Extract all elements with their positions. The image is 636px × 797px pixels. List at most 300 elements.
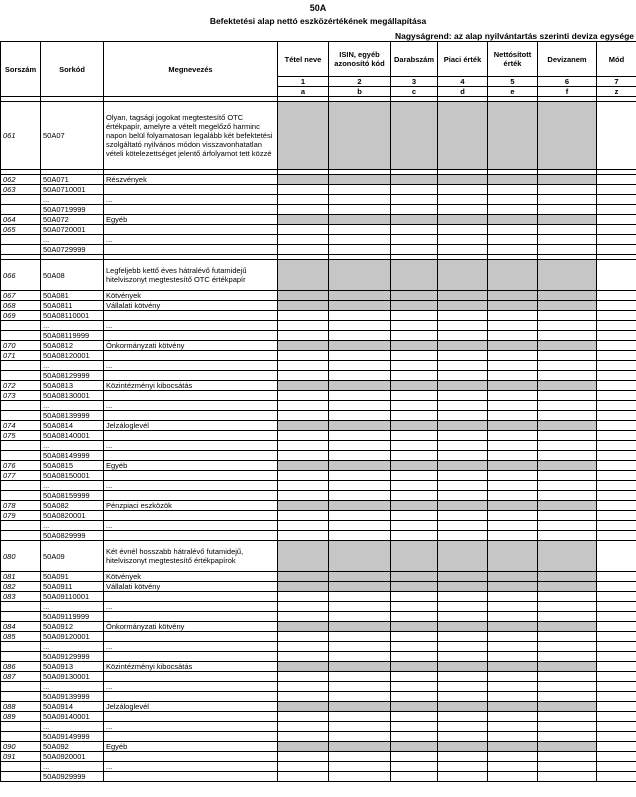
data-cell [278,205,329,215]
data-cell [538,541,597,572]
data-cell [488,341,538,351]
data-cell [538,662,597,672]
table-row [1,712,636,722]
data-cell [278,195,329,205]
data-cell [391,411,438,421]
row-megnevezes: Kötvények [104,291,278,301]
data-cell [329,471,391,481]
row-sorkod: 50A0913 [41,662,104,672]
header-col-4: Piaci érték [438,42,488,77]
row-sorszam: 089 [1,712,41,722]
data-cell [278,421,329,431]
data-cell [597,632,636,642]
row-sorszam [1,321,41,331]
data-cell [329,481,391,491]
row-sorszam [1,331,41,341]
data-cell [488,421,538,431]
data-cell [438,752,488,762]
data-cell [278,541,329,572]
row-sorszam: 074 [1,421,41,431]
data-cell [278,461,329,471]
data-cell [391,582,438,592]
data-cell [438,622,488,632]
table-row [1,531,636,541]
row-sorszam: 072 [1,381,41,391]
data-cell [597,225,636,235]
data-cell [488,301,538,311]
data-cell [278,612,329,622]
data-cell [278,582,329,592]
data-cell [538,225,597,235]
table-row [1,702,636,712]
row-sorszam [1,401,41,411]
data-cell [538,421,597,431]
data-cell [278,451,329,461]
data-cell [391,351,438,361]
data-cell [488,501,538,511]
data-cell [488,215,538,225]
data-cell [538,431,597,441]
row-megnevezes [104,431,278,441]
data-cell [597,301,636,311]
data-cell [538,381,597,391]
col-number: 4 [438,77,488,87]
data-cell [278,471,329,481]
data-cell [278,672,329,682]
data-cell [438,205,488,215]
data-cell [391,541,438,572]
row-sorkod: 50A091 [41,572,104,582]
data-cell [329,260,391,291]
data-cell [438,185,488,195]
data-cell [438,692,488,702]
data-cell [391,692,438,702]
data-cell [597,772,636,782]
data-cell [329,225,391,235]
row-sorkod: ... [41,521,104,531]
table-row [1,762,636,772]
row-megnevezes: ... [104,642,278,652]
data-cell [278,592,329,602]
row-sorkod: 50A081 [41,291,104,301]
data-cell [538,321,597,331]
data-cell [329,521,391,531]
data-cell [438,331,488,341]
data-cell [597,682,636,692]
data-cell [438,341,488,351]
data-cell [538,531,597,541]
row-megnevezes: ... [104,722,278,732]
data-cell [278,732,329,742]
data-cell [438,772,488,782]
table-row [1,451,636,461]
data-cell [597,245,636,255]
data-cell [438,421,488,431]
row-megnevezes [104,632,278,642]
row-sorkod: 50A0729999 [41,245,104,255]
table-row [1,541,636,572]
data-cell [278,381,329,391]
data-cell [488,391,538,401]
row-megnevezes [104,612,278,622]
row-sorszam: 063 [1,185,41,195]
data-cell [438,291,488,301]
data-cell [278,391,329,401]
row-sorszam: 064 [1,215,41,225]
data-cell [329,451,391,461]
data-cell [329,682,391,692]
row-sorszam [1,245,41,255]
data-cell [329,772,391,782]
data-cell [538,511,597,521]
data-cell [538,175,597,185]
data-cell [438,572,488,582]
row-megnevezes: Vállalati kötvény [104,582,278,592]
data-cell [391,225,438,235]
data-cell [391,602,438,612]
data-cell [488,772,538,782]
data-cell [597,592,636,602]
data-cell [488,481,538,491]
data-cell [329,361,391,371]
row-sorszam [1,762,41,772]
data-cell [538,391,597,401]
table-row [1,511,636,521]
row-sorkod: ... [41,682,104,692]
row-sorszam: 079 [1,511,41,521]
data-cell [438,732,488,742]
row-megnevezes [104,451,278,461]
row-megnevezes: Két évnél hosszabb hátralévő futamidejű, hitelviszonyt megtestesítő értékpapírok [104,541,278,572]
row-sorkod: ... [41,481,104,491]
row-sorszam: 071 [1,351,41,361]
data-cell [488,235,538,245]
data-cell [538,501,597,511]
data-cell [538,491,597,501]
data-cell [438,245,488,255]
data-cell [278,245,329,255]
data-cell [438,592,488,602]
data-cell [391,592,438,602]
row-megnevezes: ... [104,235,278,245]
data-cell [538,521,597,531]
row-sorszam [1,361,41,371]
data-cell [597,235,636,245]
data-cell [597,401,636,411]
data-cell [488,642,538,652]
table-row [1,361,636,371]
data-cell [597,702,636,712]
data-cell [278,351,329,361]
data-cell [438,311,488,321]
row-sorkod: 50A09149999 [41,732,104,742]
row-sorkod: 50A0815 [41,461,104,471]
data-cell [278,185,329,195]
data-cell [597,451,636,461]
row-sorkod: 50A09120001 [41,632,104,642]
table-row [1,501,636,511]
unit-note: Nagyságrend: az alap nyilvántartás szerinti deviza egysége [394,31,634,41]
table-row [1,195,636,205]
data-cell [438,511,488,521]
row-sorszam [1,451,41,461]
data-cell [438,321,488,331]
row-sorkod: 50A092 [41,742,104,752]
data-cell [538,702,597,712]
data-cell [438,672,488,682]
data-cell [597,672,636,682]
data-cell [329,245,391,255]
data-cell [538,461,597,471]
data-cell [278,702,329,712]
data-cell [438,702,488,712]
row-sorszam: 085 [1,632,41,642]
row-megnevezes [104,391,278,401]
data-cell [438,102,488,170]
data-cell [391,471,438,481]
data-cell [597,441,636,451]
data-cell [329,662,391,672]
data-cell [597,612,636,622]
row-megnevezes: Pénzpiaci eszközök [104,501,278,511]
data-cell [597,351,636,361]
row-sorszam: 069 [1,311,41,321]
row-sorkod: ... [41,321,104,331]
data-cell [538,311,597,321]
table-row [1,662,636,672]
row-sorkod: 50A08139999 [41,411,104,421]
data-cell [538,371,597,381]
data-cell [329,612,391,622]
table-row [1,471,636,481]
data-cell [488,291,538,301]
data-cell [438,381,488,391]
data-cell [438,762,488,772]
row-megnevezes: Egyéb [104,215,278,225]
form-code: 50A [309,3,327,13]
table-row [1,682,636,692]
data-cell [538,341,597,351]
table-row [1,602,636,612]
data-cell [597,102,636,170]
data-cell [329,195,391,205]
row-megnevezes: Jelzáloglevél [104,421,278,431]
row-sorkod: 50A0813 [41,381,104,391]
table-row [1,291,636,301]
table-row [1,592,636,602]
row-megnevezes: Kötvények [104,572,278,582]
data-cell [488,582,538,592]
data-cell [278,511,329,521]
row-megnevezes: Részvények [104,175,278,185]
table-row [1,521,636,531]
row-sorkod: 50A0710001 [41,185,104,195]
data-cell [597,572,636,582]
table-row [1,371,636,381]
row-megnevezes: Jelzáloglevél [104,702,278,712]
table-row [1,245,636,255]
row-sorszam [1,371,41,381]
data-cell [278,371,329,381]
data-cell [438,612,488,622]
header-sorkod: Sorkód [41,42,104,97]
data-cell [278,642,329,652]
data-cell [329,582,391,592]
data-cell [329,531,391,541]
row-megnevezes [104,592,278,602]
row-megnevezes [104,205,278,215]
data-cell [329,291,391,301]
header-col-7: Mód [597,42,636,77]
data-cell [329,311,391,321]
data-cell [329,622,391,632]
data-cell [538,602,597,612]
data-cell [438,722,488,732]
data-cell [438,371,488,381]
table-row [1,612,636,622]
data-cell [597,762,636,772]
row-sorszam [1,692,41,702]
data-cell [329,752,391,762]
data-cell [329,722,391,732]
data-cell [329,185,391,195]
data-cell [438,602,488,612]
row-sorszam [1,531,41,541]
data-cell [438,260,488,291]
data-cell [597,662,636,672]
data-cell [278,572,329,582]
data-cell [488,175,538,185]
row-sorszam [1,612,41,622]
data-cell [438,401,488,411]
row-sorkod: ... [41,235,104,245]
row-megnevezes [104,351,278,361]
row-sorkod: 50A08149999 [41,451,104,461]
data-cell [278,301,329,311]
data-cell [597,481,636,491]
table-row [1,205,636,215]
row-sorszam [1,772,41,782]
data-cell [538,772,597,782]
data-cell [329,321,391,331]
row-sorkod: 50A09 [41,541,104,572]
col-letter: d [438,87,488,97]
data-cell [538,592,597,602]
data-cell [278,521,329,531]
data-cell [391,245,438,255]
row-sorkod: 50A09139999 [41,692,104,702]
col-number: 2 [329,77,391,87]
data-cell [438,582,488,592]
data-cell [391,531,438,541]
data-cell [278,662,329,672]
data-cell [329,632,391,642]
data-cell [278,401,329,411]
data-cell [438,491,488,501]
data-cell [391,215,438,225]
row-sorkod: ... [41,195,104,205]
data-cell [391,311,438,321]
data-cell [597,361,636,371]
data-cell [438,301,488,311]
data-cell [278,411,329,421]
data-cell [488,491,538,501]
data-cell [438,215,488,225]
data-cell [438,632,488,642]
row-megnevezes [104,692,278,702]
row-sorkod: 50A0720001 [41,225,104,235]
header-col-3: Darabszám [391,42,438,77]
data-cell [488,371,538,381]
row-sorkod: 50A08150001 [41,471,104,481]
data-cell [488,762,538,772]
row-megnevezes [104,471,278,481]
row-megnevezes [104,511,278,521]
data-cell [391,491,438,501]
data-cell [488,461,538,471]
data-cell [329,501,391,511]
data-cell [538,742,597,752]
data-cell [597,431,636,441]
data-cell [391,381,438,391]
data-cell [488,401,538,411]
data-cell [597,321,636,331]
row-sorkod: ... [41,762,104,772]
row-megnevezes [104,772,278,782]
data-cell [538,752,597,762]
data-cell [438,682,488,692]
data-cell [538,331,597,341]
data-cell [438,471,488,481]
data-cell [488,732,538,742]
data-cell [329,592,391,602]
row-sorszam: 082 [1,582,41,592]
data-cell [278,491,329,501]
row-sorszam [1,682,41,692]
row-sorkod: 50A09129999 [41,652,104,662]
row-megnevezes: ... [104,602,278,612]
data-cell [488,321,538,331]
data-cell [391,752,438,762]
data-cell [391,391,438,401]
col-number: 1 [278,77,329,87]
row-megnevezes [104,652,278,662]
data-cell [438,441,488,451]
row-megnevezes: Olyan, tagsági jogokat megtestesítő OTC értékpapír, amelyre a vételt megelőző harminc napon belül folyamatosan legalább két befektetési szolgáltató nyilvános módon visszavonhatatlan vételi kötelezettséget jelentő árfolyamot tett közzé [104,102,278,170]
data-cell [278,215,329,225]
data-cell [538,195,597,205]
data-cell [391,612,438,622]
data-cell [391,642,438,652]
data-cell [391,301,438,311]
row-sorkod: 50A0912 [41,622,104,632]
data-cell [391,341,438,351]
data-cell [391,712,438,722]
data-cell [488,451,538,461]
table-row [1,381,636,391]
row-megnevezes [104,491,278,501]
header-col-2: ISIN, egyéb azonosító kód [329,42,391,77]
data-cell [597,511,636,521]
data-cell [488,742,538,752]
table-row [1,235,636,245]
row-megnevezes: Önkormányzati kötvény [104,622,278,632]
row-sorkod: 50A08119999 [41,331,104,341]
table-row [1,301,636,311]
table-row [1,341,636,351]
data-cell [278,225,329,235]
row-sorszam [1,195,41,205]
